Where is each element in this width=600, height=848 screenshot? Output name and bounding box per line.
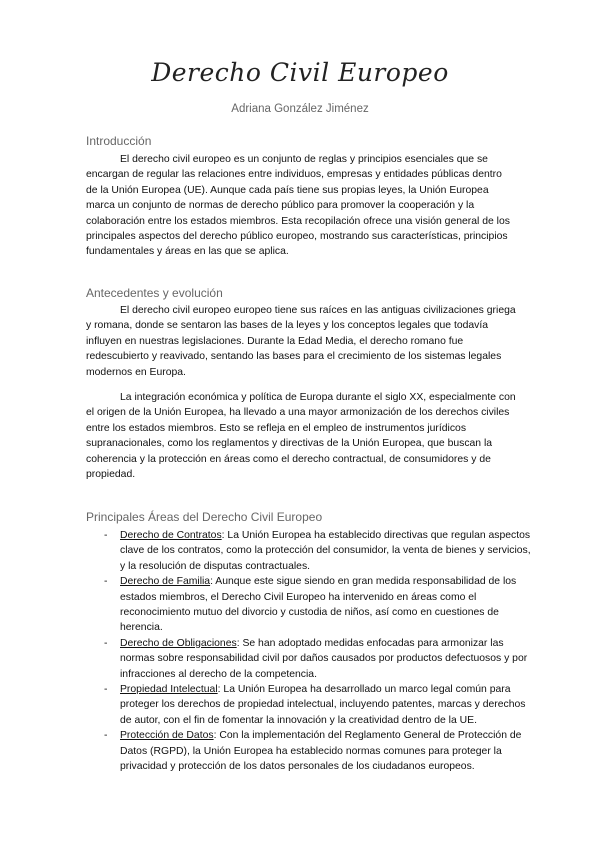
- history-paragraph-1-text: El derecho civil europeo europeo tiene sus raíces en las antiguas civilizaciones griega y romana, donde se sentaron las bases de la leyes y los conceptos legales que todavía influyen en nuestras legislaciones. Durante la Edad Media, el derecho romano fue redescubierto y reavivado, sentando las bases para el crecimiento de los sistemas legales modernos en Europa.: [86, 305, 516, 378]
- document-author: Adriana González Jiménez: [231, 103, 369, 115]
- bullet-dash: -: [104, 530, 108, 541]
- history-paragraph-2: [86, 390, 516, 482]
- list-item-obligaciones: [86, 636, 532, 682]
- areas-list: [86, 528, 532, 775]
- list-item-contratos: [86, 528, 532, 574]
- bullet-dash: -: [104, 684, 108, 696]
- list-item-familia: [86, 574, 532, 636]
- list-item-propiedad-intelectual: [86, 682, 532, 728]
- bullet-dash: -: [104, 576, 108, 588]
- list-item-term: Derecho de Obligaciones: [120, 637, 237, 649]
- history-paragraph-2-text: La integración económica y política de Europa durante el siglo XX, especialmente con el origen de la Unión Europea, ha llevado a una mayor armonización de los derechos civiles entre los estados miembros. Esto se refleja en el empleo de instrumentos jurídicos supranacionales, como los reglamentos y directivas de la Unión Europea, que buscan la coherencia y la protección en áreas como el derecho contractual, de consumidores y de propiedad.: [86, 392, 516, 481]
- intro-paragraph: [86, 152, 516, 260]
- list-item-term: Propiedad Intelectual: [120, 684, 218, 696]
- history-paragraph-1: [86, 303, 516, 380]
- list-item-proteccion-datos: [86, 728, 532, 774]
- section-heading-introduccion: Introducción: [86, 134, 152, 148]
- list-item-term: Protección de Datos: [120, 730, 214, 742]
- section-heading-antecedentes: Antecedentes y evolución: [86, 286, 223, 300]
- list-item-text: : Se han adoptado medidas enfocadas para armonizar las normas sobre responsabilidad civil por daños causados por productos defectuosos y por infracciones al derecho de la competencia.: [120, 637, 528, 680]
- list-item-text: : Con la implementación del Reglamento General de Protección de Datos (RGPD), la Unión Europea ha establecido normas comunes para proteger la privacidad y protección de los datos personales de los ciudadanos europeos.: [120, 730, 522, 773]
- list-item-text: : La Unión Europea ha desarrollado un marco legal común para proteger los derechos de propiedad intelectual, incluyendo patentes, marcas y derechos de autor, con el fin de fomentar la innovación y la creatividad dentro de la UE.: [120, 684, 526, 726]
- section-heading-principales-areas: Principales Áreas del Derecho Civil Europeo: [86, 510, 323, 524]
- list-item-text: : Aunque este sigue siendo en gran medida responsabilidad de los estados miembros, el Derecho Civil Europeo ha intervenido en áreas como el reconocimiento mutuo del divorcio y custodia de niños, así como en cuestiones de herencia.: [120, 576, 517, 634]
- list-item-text: : La Unión Europea ha establecido directivas que regulan aspectos clave de los contratos, como la protección del consumidor, la venta de bienes y servicios, y la resolución de disputas contractuales.: [120, 530, 531, 572]
- list-item-term: Derecho de Contratos: [120, 530, 222, 541]
- document-title: Derecho Civil Europeo: [151, 58, 449, 87]
- bullet-dash: -: [104, 730, 108, 742]
- intro-paragraph-text: El derecho civil europeo es un conjunto de reglas y principios esenciales que se encargan de regular las relaciones entre individuos, empresas y entidades públicas dentro de la Unión Europea (UE). Aunque cada país tiene sus propias leyes, la Unión Europea marca un conjunto de normas de derecho público para promover la cooperación y la colaboración entre los estados miembros. Esta recopilación ofrece una visión general de los principales aspectos del derecho público europeo, mostrando sus características, principios fundamentales y áreas en las que se aplica.: [86, 154, 510, 258]
- list-item-term: Derecho de Familia: [120, 576, 211, 588]
- bullet-dash: -: [104, 637, 108, 649]
